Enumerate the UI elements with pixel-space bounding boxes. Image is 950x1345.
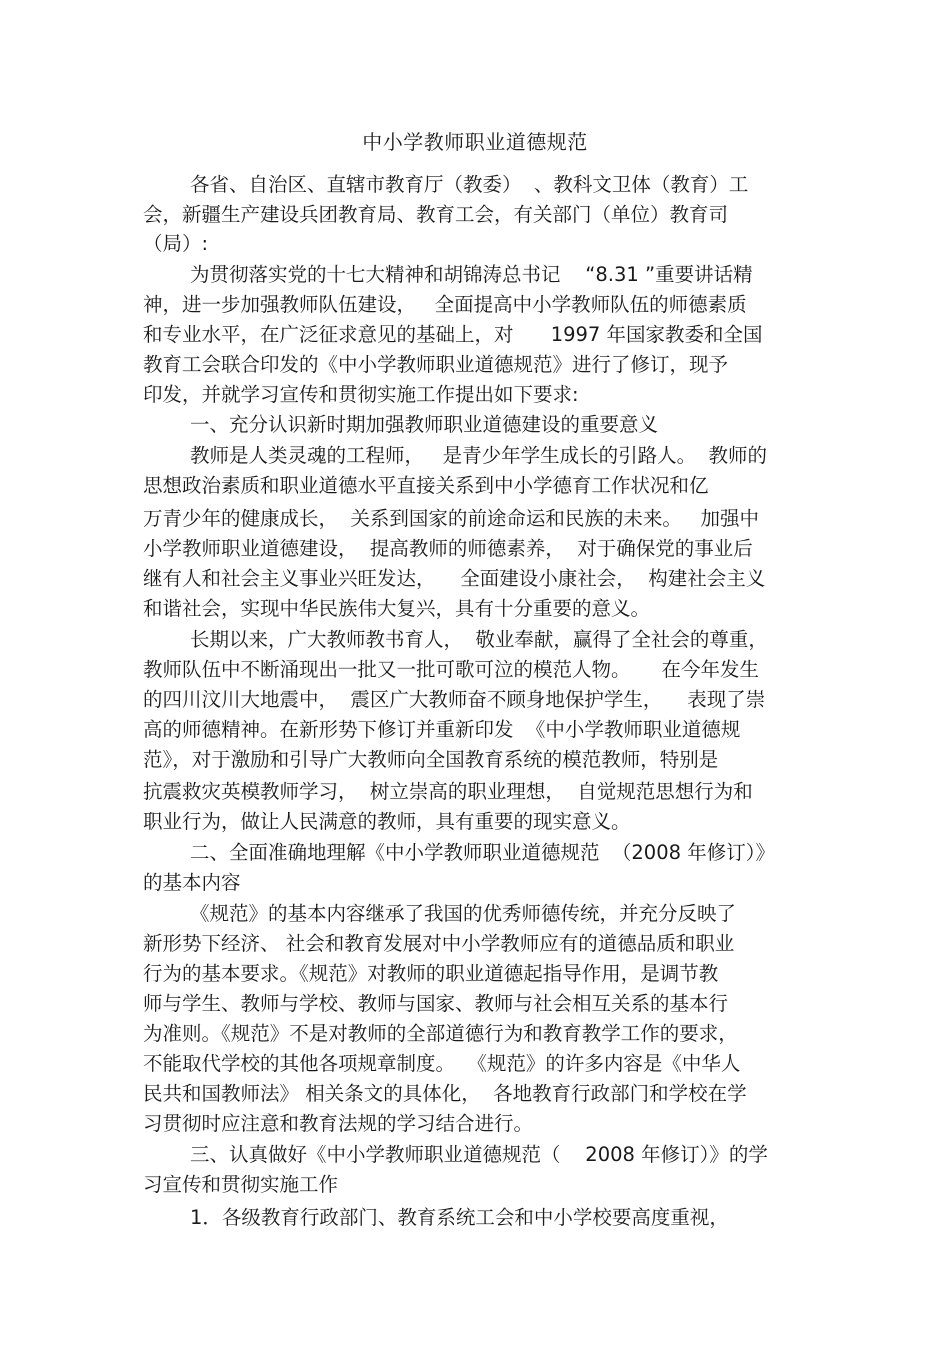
text-line: 继有人和社会主义事业兴旺发达， 全面建设小康社会， 构建社会主义 <box>143 567 766 590</box>
text-line: 各省、自治区、直辖市教育厅（教委） 、教科文卫体（教育）工 <box>190 173 749 196</box>
text-line: 教师是人类灵魂的工程师， 是青少年学生成长的引路人。 教师的 <box>190 444 767 467</box>
text-line: 《规范》的基本内容继承了我国的优秀师德传统，并充分反映了 <box>190 902 737 925</box>
text-line: （局）: <box>143 232 209 255</box>
text-line: 职业行为，做让人民满意的教师，具有重要的现实意义。 <box>143 810 631 833</box>
text-line: 万青少年的健康成长， 关系到国家的前途命运和民族的未来。 加强中 <box>143 507 759 530</box>
section-heading-continued: 习宣传和贯彻实施工作 <box>143 1173 339 1196</box>
text-line: 印发，并就学习宣传和贯彻实施工作提出如下要求: <box>143 383 579 406</box>
text-line: 高的师德精神。在新形势下修订并重新印发 《中小学教师职业道德规 <box>143 718 741 741</box>
section-heading: 三、认真做好《中小学教师职业道德规范（ 2008 年修订）》的学 <box>190 1143 768 1166</box>
text-line: 小学教师职业道德建设， 提高教师的师德素养， 对于确保党的事业后 <box>143 537 753 560</box>
text-line: 教师队伍中不断涌现出一批又一批可歌可泣的模范人物。 在今年发生 <box>143 658 759 681</box>
text-line: 新形势下经济、 社会和教育发展对中小学教师应有的道德品质和职业 <box>143 932 735 955</box>
text-line: 和专业水平，在广泛征求意见的基础上，对 1997 年国家教委和全国 <box>143 323 763 346</box>
text-line: 民共和国教师法》 相关条文的具体化， 各地教育行政部门和学校在学 <box>143 1082 747 1105</box>
text-line: 行为的基本要求。《规范》对教师的职业道德起指导作用，是调节教 <box>143 962 719 985</box>
text-line: 师与学生、教师与学校、教师与国家、教师与社会相互关系的基本行 <box>143 992 729 1015</box>
text-line: 教育工会联合印发的《中小学教师职业道德规范》进行了修订，现予 <box>143 353 729 376</box>
text-line: 习贯彻时应注意和教育法规的学习结合进行。 <box>143 1112 534 1135</box>
section-heading: 一、充分认识新时期加强教师职业道德建设的重要意义 <box>190 413 659 436</box>
text-line: 神，进一步加强教师队伍建设， 全面提高中小学教师队伍的师德素质 <box>143 293 747 316</box>
text-line: 为准则。《规范》不是对教师的全部道德行为和教育教学工作的要求， <box>143 1022 738 1045</box>
text-line: 范》，对于激励和引导广大教师向全国教育系统的模范教师，特别是 <box>143 748 719 771</box>
section-heading: 二、全面准确地理解《中小学教师职业道德规范 （2008 年修订）》 <box>190 841 775 864</box>
text-line: 长期以来，广大教师教书育人， 敬业奉献，赢得了全社会的尊重， <box>190 628 768 651</box>
text-line: 的四川汶川大地震中， 震区广大教师奋不顾身地保护学生， 表现了崇 <box>143 688 766 711</box>
text-line: 思想政治素质和职业道德水平直接关系到中小学德育工作状况和亿 <box>143 474 709 497</box>
section-heading-continued: 的基本内容 <box>143 871 241 894</box>
text-line: 和谐社会，实现中华民族伟大复兴，具有十分重要的意义。 <box>143 597 651 620</box>
text-line: 抗震救灾英模教师学习， 树立崇高的职业理想， 自觉规范思想行为和 <box>143 780 753 803</box>
document-title: 中小学教师职业道德规范 <box>362 130 588 154</box>
text-line: 1．各级教育行政部门、教育系统工会和中小学校要高度重视， <box>190 1206 729 1229</box>
text-line: 为贯彻落实党的十七大精神和胡锦涛总书记 “8.31 ”重要讲话精 <box>190 263 753 286</box>
text-line: 不能取代学校的其他各项规章制度。 《规范》的许多内容是《中华人 <box>143 1052 741 1075</box>
text-line: 会，新疆生产建设兵团教育局、教育工会，有关部门（单位）教育司 <box>143 203 729 226</box>
